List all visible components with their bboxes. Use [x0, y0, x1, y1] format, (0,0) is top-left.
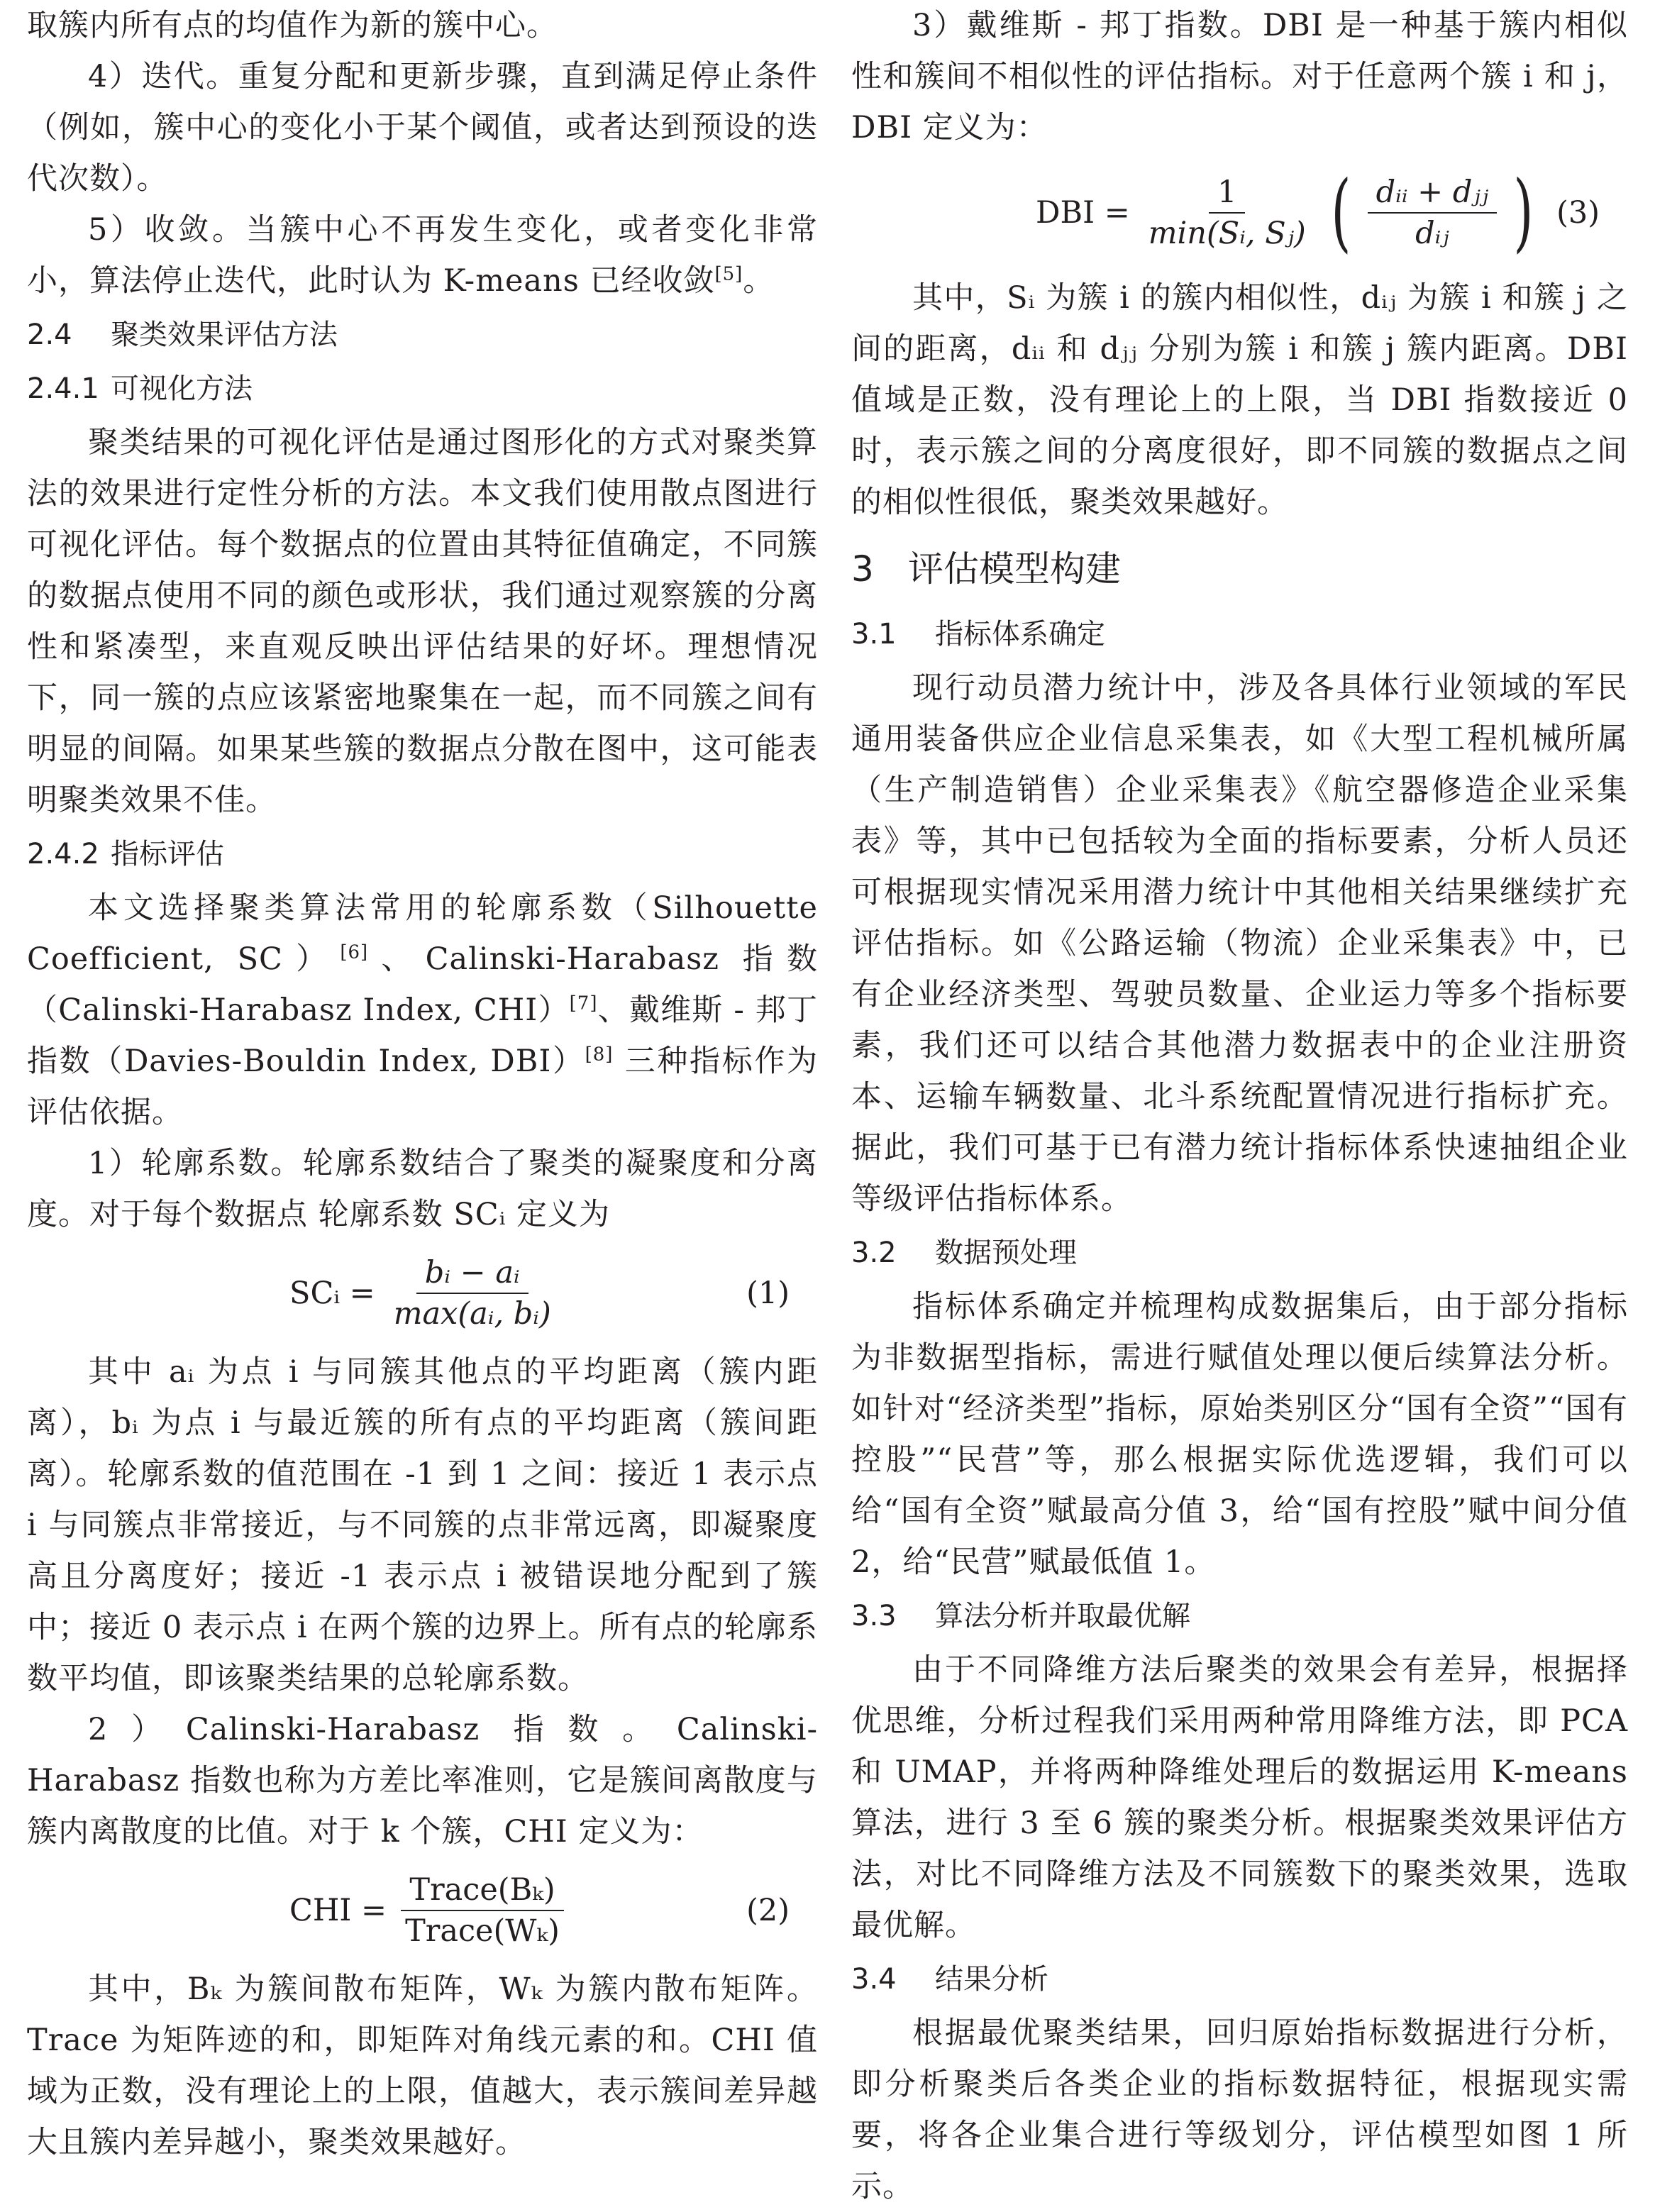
paragraph-dbi: 3）戴维斯 - 邦丁指数。DBI 是一种基于簇内相似性和簇间不相似性的评估指标。对于任意两个簇 i 和 j，DBI 定义为：	[851, 8, 1628, 145]
section-heading-3-2	[851, 1227, 1628, 1278]
left-paren-glyph: (	[1331, 163, 1351, 262]
section-heading-3-3	[851, 1591, 1628, 1642]
index-intro-a: 本文选择聚类算法常用的轮廓系数（Silhouette Coefficient, SC）	[27, 890, 818, 977]
section-number: 3	[851, 548, 874, 590]
formula-1	[27, 1240, 818, 1346]
index-intro-d: 三种指标作为评估依据。	[27, 1044, 819, 1130]
paragraph-silhouette-explanation: 其中 aᵢ 为点 i 与同簇其他点的平均距离（簇内距离），bᵢ 为点 i 与最近簇的所有点的平均距离（簇间距离）。轮廓系数的值范围在 -1 到 1 之间：接近 1 表示点 i 与同簇点非常接近，与不同簇的点非常远离，即凝聚度高且分离度好；接近 -1 表示点 i 被错误地分配到了簇中；接近 0 表示点 i 在两个簇的边界上。所有点的轮廓系数平均值，即该聚类结果的总轮廓系数。	[27, 1354, 818, 1696]
formula-2-lhs: CHI =	[289, 1893, 387, 1928]
formula-3-numerator-1: 1	[1209, 172, 1245, 214]
formula-1-number: (1)	[746, 1276, 790, 1311]
paragraph-continuation: 取簇内所有点的均值作为新的簇中心。	[27, 8, 558, 43]
paragraph-dbi-explanation: 其中，Sᵢ 为簇 i 的簇内相似性，dᵢⱼ 为簇 i 和簇 j 之间的距离，dᵢᵢ 和 dⱼⱼ 分别为簇 i 和簇 j 簇内距离。DBI 值域是正数，没有理论上的上限，当 DBI 指数接近 0 时，表示簇之间的分离度很好，即不同簇的数据点之间的相似性很低，聚类效果越好。	[851, 280, 1628, 520]
section-heading-2-4-1	[27, 363, 818, 414]
right-column	[851, 0, 1628, 2212]
paragraph-3-4: 根据最优聚类结果，回归原始指标数据进行分析，即分析聚类后各类企业的指标数据特征，根据现实需要，将各企业集合进行等级划分，评估模型如图 1 所示。	[851, 2015, 1628, 2204]
formula-1-denominator: max(aᵢ, bᵢ)	[393, 1296, 551, 1332]
paragraph-step-4: 4）迭代。重复分配和更新步骤，直到满足停止条件（例如，簇中心的变化小于某个阈值，或者达到预设的迭代次数）。	[27, 59, 818, 197]
formula-1-lhs: SCᵢ =	[289, 1276, 375, 1311]
formula-3-body	[1036, 163, 1540, 262]
section-heading-3-1	[851, 609, 1628, 660]
right-paren-glyph: )	[1513, 163, 1534, 262]
section-title: 可视化方法	[111, 372, 253, 405]
section-title: 聚类效果评估方法	[111, 319, 338, 351]
formula-2-numerator: Trace(Bₖ)	[401, 1870, 563, 1911]
formula-2	[27, 1857, 818, 1964]
formula-3	[851, 153, 1628, 272]
index-intro-b: 、Calinski-Harabasz 指数（Calinski-Harabasz Index, CHI）	[27, 941, 818, 1028]
formula-3-number: (3)	[1556, 195, 1600, 231]
step-5-end: 。	[743, 263, 775, 299]
section-number: 3.3	[851, 1600, 897, 1632]
section-number: 2.4.2	[27, 838, 99, 870]
formula-3-denominator-2: dᵢⱼ	[1415, 216, 1449, 251]
section-number: 3.1	[851, 618, 897, 651]
citation-6: [6]	[340, 941, 369, 963]
formula-1-numerator: bᵢ − aᵢ	[416, 1253, 528, 1294]
section-heading-2-4	[27, 309, 818, 360]
section-number: 2.4.1	[27, 372, 99, 405]
section-title: 指标体系确定	[935, 618, 1105, 651]
formula-3-numerator-2: dᵢᵢ + dⱼⱼ	[1368, 172, 1497, 214]
paragraph-3-3: 由于不同降维方法后聚类的效果会有差异，根据择优思维，分析过程我们采用两种常用降维方法，即 PCA 和 UMAP，并将两种降维处理后的数据运用 K-means 算法，进行 3 至 6 簇的聚类分析。根据聚类效果评估方法，对比不同降维方法及不同簇数下的聚类效果，选取最优解。	[851, 1652, 1628, 1943]
formula-3-denominator-1: min(Sᵢ, Sⱼ)	[1148, 216, 1306, 251]
paragraph-3-2: 指标体系确定并梳理构成数据集后，由于部分指标为非数据型指标，需进行赋值处理以便后续算法分析。如针对“经济类型”指标，原始类别区分“国有全资”“国有控股”“民营”等，那么根据实际优选逻辑，我们可以给“国有全资”赋最高分值 3，给“国有控股”赋中间分值 2，给“民营”赋最低值 1。	[851, 1289, 1628, 1580]
step-5-text: 5）收敛。当簇中心不再发生变化，或者变化非常小，算法停止迭代，此时认为 K-means 已经收敛	[27, 212, 818, 299]
citation-8: [8]	[585, 1044, 614, 1066]
section-number: 3.4	[851, 1963, 897, 1996]
citation-7: [7]	[569, 992, 598, 1014]
section-title: 算法分析并取最优解	[935, 1600, 1190, 1632]
formula-1-body	[289, 1253, 560, 1334]
section-title: 评估模型构建	[908, 548, 1121, 590]
paragraph-3-1: 现行动员潜力统计中，涉及各具体行业领域的军民通用装备供应企业信息采集表，如《大型工程机械所属（生产制造销售）企业采集表》《航空器修造企业采集表》等，其中已包括较为全面的指标要素，分析人员还可根据现实情况采用潜力统计中其他相关结果继续扩充评估指标。如《公路运输（物流）企业采集表》中，已有企业经济类型、驾驶员数量、企业运力等多个指标要素，我们还可以结合其他潜力数据表中的企业注册资本、运输车辆数量、北斗系统配置情况进行指标扩充。据此，我们可基于已有潜力统计指标体系快速抽组企业等级评估指标体系。	[851, 670, 1628, 1217]
section-number: 2.4	[27, 319, 72, 351]
formula-2-body	[289, 1870, 568, 1951]
formula-2-denominator: Trace(Wₖ)	[405, 1913, 560, 1949]
section-title: 数据预处理	[935, 1237, 1077, 1269]
paragraph-silhouette: 1）轮廓系数。轮廓系数结合了聚类的凝聚度和分离度。对于每个数据点 轮廓系数 SCᵢ 定义为	[27, 1146, 818, 1232]
section-title: 结果分析	[935, 1963, 1048, 1996]
formula-3-lhs: DBI =	[1036, 195, 1130, 231]
formula-2-fraction	[397, 1870, 568, 1951]
section-heading-2-4-2	[27, 829, 818, 880]
formula-3-fraction-2	[1368, 172, 1497, 253]
paragraph-visualization: 聚类结果的可视化评估是通过图形化的方式对聚类算法的效果进行定性分析的方法。本文我们使用散点图进行可视化评估。每个数据点的位置由其特征值确定，不同簇的数据点使用不同的颜色或形状，我们通过观察簇的分离性和紧凑型，来直观反映出评估结果的好坏。理想情况下，同一簇的点应该紧密地聚集在一起，而不同簇之间有明显的间隔。如果某些簇的数据点分散在图中，这可能表明聚类效果不佳。	[27, 425, 818, 818]
formula-1-fraction	[385, 1253, 560, 1334]
citation-5: [5]	[714, 263, 743, 285]
formula-2-number: (2)	[746, 1893, 790, 1928]
section-heading-3	[851, 535, 1628, 603]
paragraph-chi-explanation: 其中，Bₖ 为簇间散布矩阵，Wₖ 为簇内散布矩阵。Trace 为矩阵迹的和，即矩阵对角线元素的和。CHI 值域为正数，没有理论上的上限，值越大，表示簇间差异越大且簇内差异越小，聚类效果越好。	[27, 1972, 818, 2160]
paragraph-chi: 2）Calinski-Harabasz 指数。Calinski-Harabasz 指数也称为方差比率准则，它是簇间离散度与簇内离散度的比值。对于 k 个簇，CHI 定义为：	[27, 1712, 818, 1849]
section-heading-3-4	[851, 1954, 1628, 2005]
left-column	[27, 0, 818, 2168]
section-title: 指标评估	[111, 838, 224, 870]
section-number: 3.2	[851, 1237, 897, 1269]
formula-3-fraction-1	[1140, 172, 1314, 253]
paragraph-index-intro	[27, 883, 818, 1138]
paragraph-step-5	[27, 204, 818, 306]
index-intro-c: 、戴维斯 - 邦丁指数（Davies-Bouldin Index, DBI）	[27, 992, 818, 1079]
